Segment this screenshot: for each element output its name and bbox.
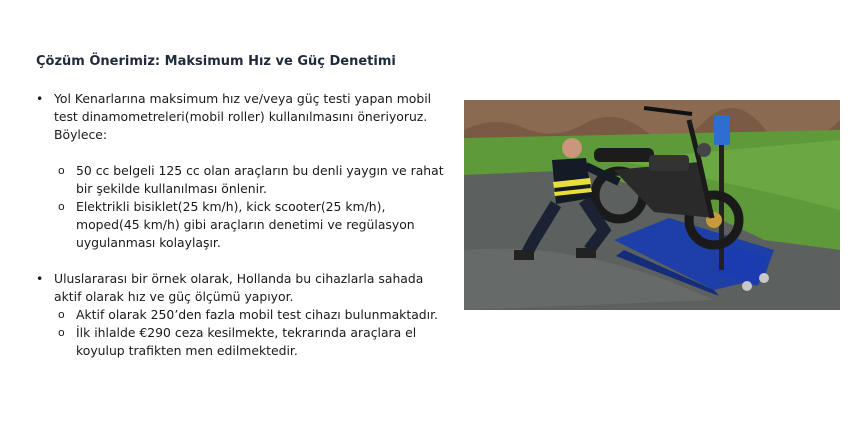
photo-illustration — [464, 100, 840, 310]
bullet-item — [36, 90, 451, 144]
sub-bullet-item — [36, 162, 451, 198]
sub-bullet-line: Elektrikli bisiklet(25 km/h), kick scooter(25 km/h), — [76, 199, 386, 214]
sub-bullet-marker: o — [58, 200, 65, 213]
mechanic-head — [562, 138, 582, 158]
bullet-line: Böylece: — [54, 127, 108, 142]
slide-title: Çözüm Önerimiz: Maksimum Hız ve Güç Denetimi — [36, 54, 396, 69]
bullet-line: test dinamometreleri(mobil roller) kullanılmasını öneriyoruz. — [54, 109, 428, 124]
sub-bullet-line: uygulanması kolaylaşır. — [76, 235, 221, 250]
bullet-marker: • — [36, 271, 44, 286]
sub-bullet-line: bir şekilde kullanılması önlenir. — [76, 181, 267, 196]
dyno-display — [714, 115, 730, 145]
sub-bullet-item — [36, 306, 451, 324]
slide-body — [36, 90, 451, 360]
sub-bullet-marker: o — [58, 326, 65, 339]
sub-bullet-marker: o — [58, 308, 65, 321]
bullet-item — [36, 270, 451, 306]
sub-bullet-line: koyulup trafikten men edilmektedir. — [76, 343, 298, 358]
sub-bullet-line: 50 cc belgeli 125 cc olan araçların bu denli yaygın ve rahat — [76, 163, 444, 178]
bullet-line: aktif olarak hız ve güç ölçümü yapıyor. — [54, 289, 294, 304]
bullet-marker: • — [36, 91, 44, 106]
bike-seat — [594, 148, 654, 162]
sub-bullet-line: Aktif olarak 250’den fazla mobil test cihazı bulunmaktadır. — [76, 307, 438, 322]
sub-bullet-marker: o — [58, 164, 65, 177]
bullet-line: Yol Kenarlarına maksimum hız ve/veya güç testi yapan mobil — [54, 91, 432, 106]
sub-bullet-line: İlk ihlalde €290 ceza kesilmekte, tekrarında araçlara el — [76, 325, 417, 340]
sub-bullet-line: moped(45 km/h) gibi araçların denetimi ve regülasyon — [76, 217, 415, 232]
mobile-dynamometer-photo — [464, 100, 840, 310]
bullet-line: Uluslararası bir örnek olarak, Hollanda bu cihazlarla sahada — [54, 271, 424, 286]
sub-bullet-item — [36, 324, 451, 360]
sub-bullet-item — [36, 198, 451, 252]
